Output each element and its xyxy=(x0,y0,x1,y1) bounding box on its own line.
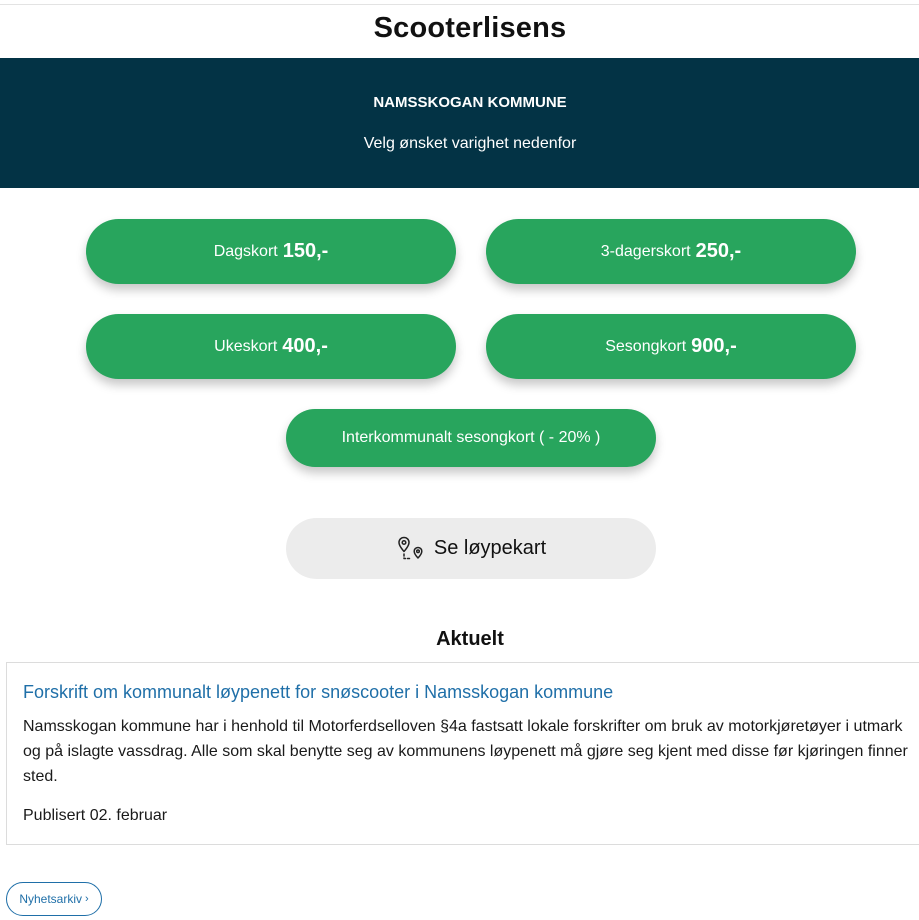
news-body: Namsskogan kommune har i henhold til Motorferdselloven §4a fastsatt lokale forskrifter om bruk av motorkjøretøyer i utmark og på islagte vassdrag. Alle som skal benytte seg av kommunens løypenett må gjøre seg kjent med disse før kjøringen finner sted. xyxy=(23,718,908,785)
banner-subtitle: Velg ønsket varighet nedenfor xyxy=(363,135,577,152)
top-divider xyxy=(0,4,919,5)
news-headline-link[interactable]: Forskrift om kommunalt løypenett for snøscooter i Namsskogan kommune xyxy=(23,682,614,702)
news-archive-button[interactable] xyxy=(6,882,102,916)
municipality-banner xyxy=(0,58,919,188)
license-label: 3-dagerskort xyxy=(600,242,691,260)
municipality-name: NAMSSKOGAN KOMMUNE xyxy=(373,94,567,111)
license-price: 400,- xyxy=(282,335,328,357)
license-label: Sesongkort xyxy=(605,337,687,355)
news-archive-label: Nyhetsarkiv xyxy=(19,892,82,906)
news-published-date: Publisert 02. februar xyxy=(23,807,168,824)
license-label: Interkommunalt sesongkort ( - 20% ) xyxy=(341,429,601,446)
trail-map-label: Se løypekart xyxy=(433,537,547,559)
license-label: Ukeskort xyxy=(214,337,278,355)
day-pass-button[interactable] xyxy=(86,219,456,284)
intermunicipal-season-pass-button[interactable] xyxy=(286,409,656,467)
chevron-right-icon: › xyxy=(85,893,89,905)
license-label: Dagskort xyxy=(213,242,278,260)
week-pass-button[interactable] xyxy=(86,314,456,379)
trail-map-button[interactable] xyxy=(286,518,656,579)
license-price: 250,- xyxy=(695,240,742,262)
page-title: Scooterlisens xyxy=(373,12,567,44)
news-item xyxy=(6,662,919,845)
season-pass-button[interactable] xyxy=(486,314,856,379)
license-price: 900,- xyxy=(691,335,737,357)
three-day-pass-button[interactable] xyxy=(486,219,856,284)
news-section-title: Aktuelt xyxy=(436,628,504,650)
license-price: 150,- xyxy=(282,240,329,262)
map-pin-route-icon xyxy=(396,534,426,564)
